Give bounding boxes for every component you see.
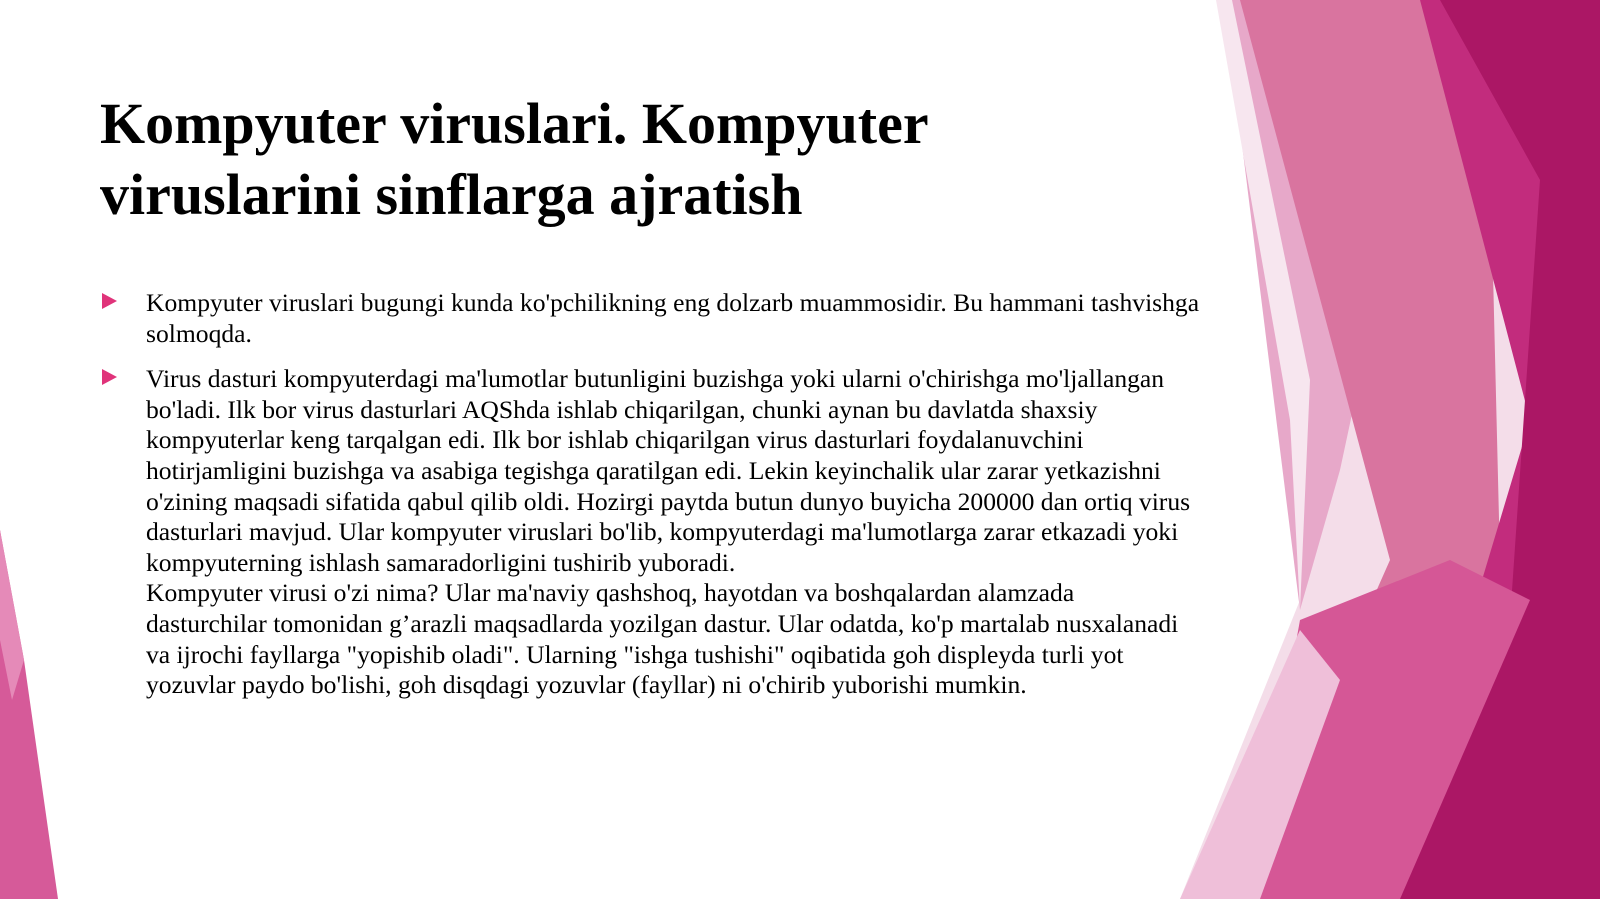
bullet-text-continued: Kompyuter virusi o'zi nima? Ular ma'naviy qashshoq, hayotdan va boshqalardan alamzada dasturchilar tomonidan g’arazli maqsadlarda yozilgan dastur. Ular odatda, ko'p martalab nusxalanadi va ijrochi fayllarga "yopishib oladi". Ularning "ishga tushishi" oqibatida goh displeyda turli yot yozuvlar paydo bo'lishi, goh disqdagi yozuvlar (fayllar) ni o'chirib yuborishi mumkin. (146, 578, 1179, 700)
bullet-text: Kompyuter viruslari bugungi kunda ko'pchilikning eng dolzarb muammosidir. Bu hammani tashvishga solmoqda. (146, 288, 1200, 348)
triangle-bullet-icon (102, 369, 117, 385)
bullet-item-intro (100, 288, 1200, 349)
bullet-list (100, 288, 1200, 716)
slide-title-line-1: Kompyuter viruslari. Kompyuter (100, 91, 929, 156)
bullet-item-details (100, 364, 1200, 701)
bullet-text: Virus dasturi kompyuterdagi ma'lumotlar butunligini buzishga yoki ularni o'chirishga mo'ljallangan bo'ladi. Ilk bor virus dasturlari AQShda ishlab chiqarilgan, chunki aynan bu davlatda shaxsiy kompyuterlar keng tarqalgan edi. Ilk bor ishlab chiqarilgan virus dasturlari foydalanuvchini hotirjamligini buzishga va asabiga tegishga qaratilgan edi. Lekin keyinchalik ular zarar yetkazishni o'zining maqsadi sifatida qabul qilib oldi. Hozirgi paytda butun dunyo buyicha 200000 dan ortiq virus dasturlari mavjud. Ular kompyuter viruslari bo'lib, kompyuterdagi ma'lumotlarga zarar etkazadi yoki kompyuterning ishlash samaradorligini tushirib yuboradi. (146, 364, 1191, 577)
triangle-bullet-icon (102, 293, 117, 309)
slide-title-line-2: viruslarini sinflarga ajratish (100, 162, 803, 227)
slide-title (100, 88, 1140, 230)
